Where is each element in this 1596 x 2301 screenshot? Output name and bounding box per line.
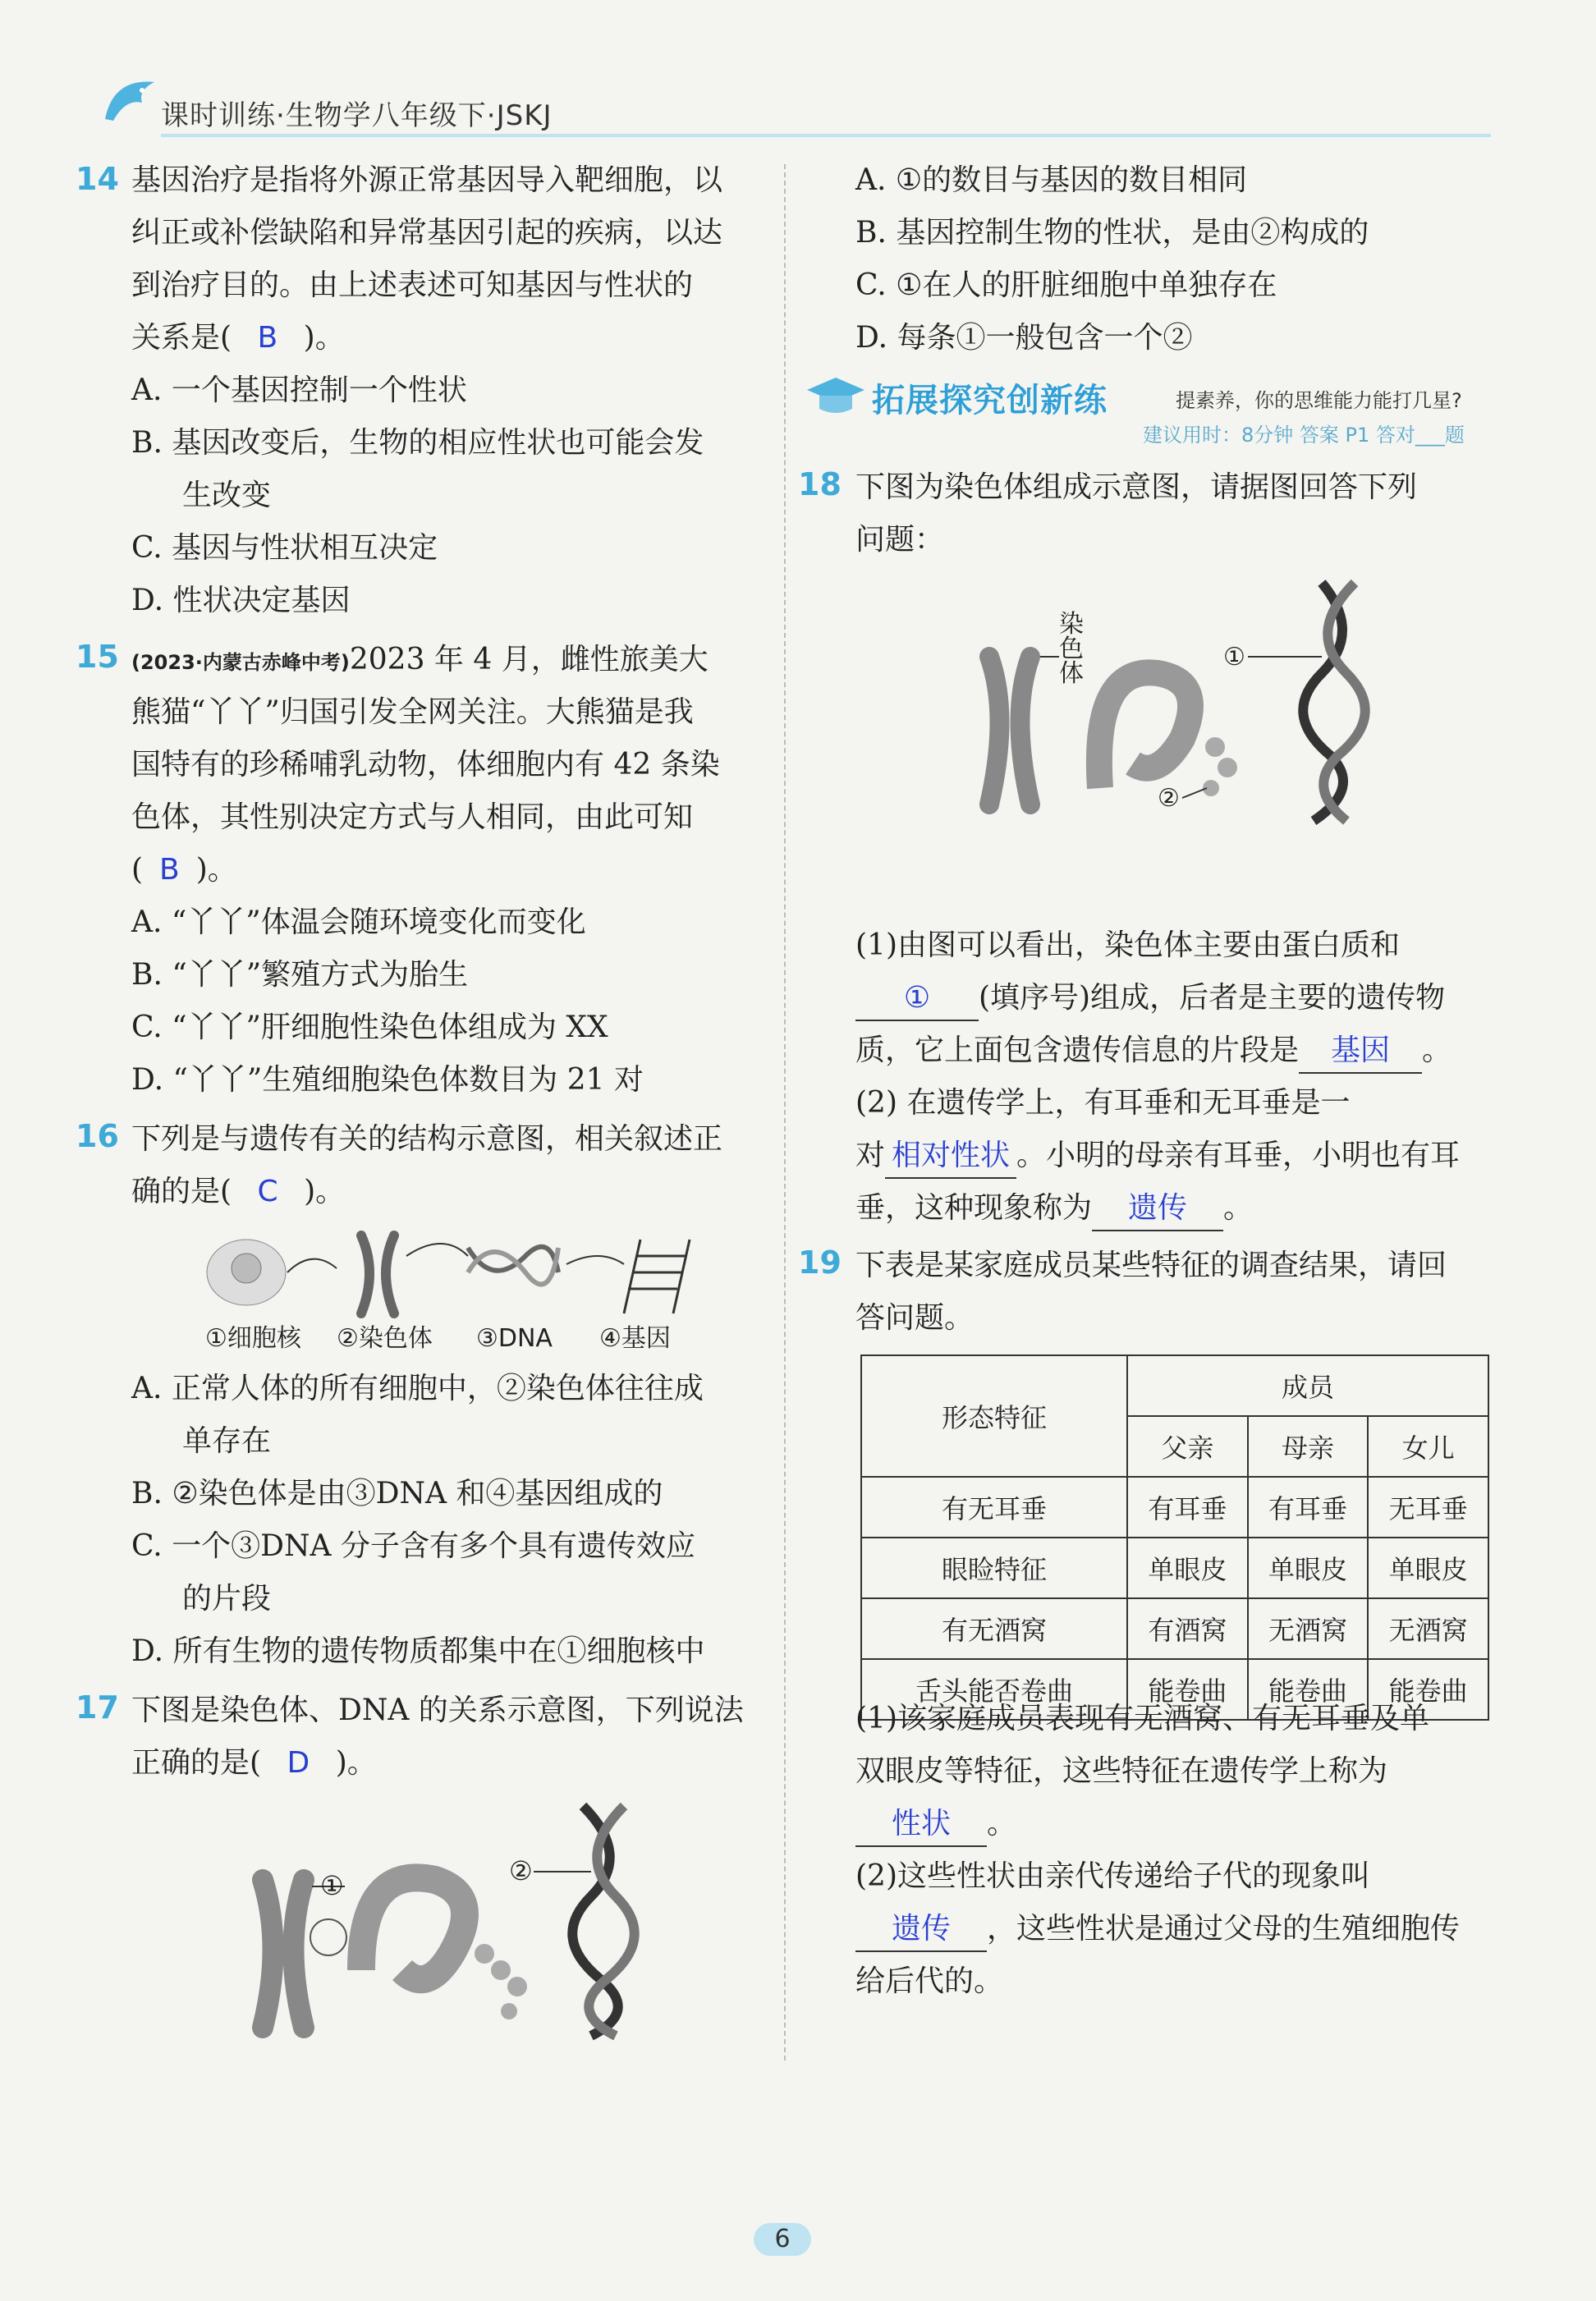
q14-stem-line-1: 基因治疗是指将外源正常基因导入靶细胞，以 (131, 163, 723, 197)
gene-illustration (624, 1240, 690, 1313)
col-mother: 母亲 (1248, 1416, 1369, 1477)
q15-answer-line: ( B )。 (131, 853, 237, 887)
q17-stem-text: 正确的是( (131, 1746, 262, 1780)
q18-figure (977, 575, 1371, 837)
table-cell: 眼睑特征 (861, 1538, 1127, 1598)
table-cell: 有耳垂 (1127, 1477, 1248, 1538)
q19-p2-text-b: ，这些性状是通过父母的生殖细胞传 (987, 1912, 1461, 1946)
q18-p1-text-b: (填序号)组成，后者是主要的遗传物 (979, 981, 1446, 1015)
section-subtitle: 提素养，你的思维能力能打几星? (1176, 389, 1462, 412)
q15-option-b: B. “丫丫”繁殖方式为胎生 (131, 958, 469, 992)
table-cell: 能卷曲 (1248, 1659, 1369, 1720)
section-title: 拓展探究创新练 (872, 382, 1108, 419)
dna-helix-illustration (572, 1806, 634, 2036)
q14-stem-end: )。 (303, 321, 345, 355)
q18-blank-3: 相对性状 (885, 1134, 1016, 1179)
table-corner-cell: 形态特征 (861, 1355, 1127, 1477)
table-row (861, 1477, 1488, 1538)
q18-p2-text-e: 。 (1223, 1191, 1254, 1225)
col-daughter: 女儿 (1368, 1416, 1488, 1477)
q18-p2-text-d: 垂，这种现象称为 (855, 1191, 1093, 1225)
q19-p1-line-3 (855, 1798, 1016, 1850)
q18-p2-line-3 (855, 1182, 1253, 1235)
dna-illustration (468, 1247, 558, 1285)
q16-option-c-cont: 的片段 (182, 1582, 272, 1616)
label-2: ② (1158, 784, 1180, 813)
q19-p1-line-1: (1)该家庭成员表现有无酒窝、有无耳垂及单 (855, 1702, 1429, 1735)
q19-stem-line-1: 下表是某家庭成员某些特征的调查结果，请回 (855, 1249, 1447, 1282)
q15-stem-line-1 (131, 634, 709, 689)
q14-option-b: B. 基因改变后，生物的相应性状也可能会发 (131, 426, 704, 460)
q19-p2-line-2 (855, 1903, 1460, 1955)
q14-stem-line-2: 纠正或补偿缺陷和异常基因引起的疾病，以达 (131, 216, 723, 250)
table-cell: 有无耳垂 (861, 1477, 1127, 1538)
q14-option-a: A. 一个基因控制一个性状 (131, 374, 467, 407)
arrow-3-icon (566, 1256, 624, 1264)
table-cell: 单眼皮 (1368, 1538, 1488, 1598)
q16-stem-line-1: 下列是与遗传有关的结构示意图，相关叙述正 (131, 1122, 723, 1156)
q18-blank-4: 遗传 (1092, 1187, 1223, 1231)
family-traits-table (860, 1354, 1489, 1721)
q14-answer: B (257, 321, 278, 355)
q16-stem-line-2 (131, 1166, 345, 1218)
q19-blank-1: 性状 (855, 1803, 987, 1847)
table-row (861, 1538, 1488, 1598)
q18-blank-2: 基因 (1299, 1029, 1422, 1074)
q17-option-b: B. 基因控制生物的性状，是由②构成的 (855, 216, 1369, 250)
section-header (798, 369, 1496, 447)
section-note: 建议用时：8分钟 答案 P1 答对___题 (1143, 424, 1465, 447)
label-ti: 体 (1059, 659, 1084, 688)
q14-option-d: D. 性状决定基因 (131, 584, 351, 617)
question-number-18: 18 (798, 466, 842, 502)
q17-answer: D (287, 1746, 310, 1780)
table-cell: 舌头能否卷曲 (861, 1659, 1127, 1720)
magnify-circle (310, 1919, 346, 1955)
q18-p1-text-c: 质，它上面包含遗传信息的片段是 (855, 1034, 1300, 1067)
q15-source: (2023·内蒙古赤峰中考) (131, 651, 350, 674)
q18-p2-line-2 (855, 1130, 1460, 1182)
q18-stem-line-1: 下图为染色体组成示意图，请据图回答下列 (855, 470, 1418, 504)
label-dna: ③DNA (476, 1324, 553, 1353)
table-header-row (861, 1355, 1488, 1416)
table-cell: 无酒窝 (1248, 1598, 1369, 1659)
q18-p1-text-d: 。 (1422, 1034, 1452, 1067)
q18-p2-line-1: (2) 在遗传学上，有耳垂和无耳垂是一 (855, 1086, 1351, 1120)
q18-p1-line-1: (1)由图可以看出，染色体主要由蛋白质和 (855, 928, 1400, 962)
label-se: 色 (1059, 635, 1084, 663)
q15-option-d: D. “丫丫”生殖细胞染色体数目为 21 对 (131, 1063, 644, 1097)
q16-answer: C (257, 1175, 278, 1208)
page-number: 6 (754, 2223, 811, 2256)
col-father: 父亲 (1127, 1416, 1248, 1477)
header-title: 课时训练·生物学八年级下·JSKJ (161, 99, 553, 132)
label-1: ① (1223, 643, 1245, 672)
coiled-chromatin-illustration (361, 1877, 527, 2019)
dolphin-logo-icon (97, 70, 163, 135)
q19-blank-2: 遗传 (855, 1908, 987, 1952)
q15-stem-end: )。 (195, 853, 237, 887)
table-cell: 无耳垂 (1368, 1477, 1488, 1538)
q16-stem-end: )。 (304, 1175, 346, 1208)
arrow-1-icon (287, 1259, 337, 1272)
label-line-2 (1182, 788, 1207, 798)
q19-p2-line-3: 给后代的。 (855, 1964, 1004, 1998)
table-cell: 能卷曲 (1368, 1659, 1488, 1720)
q16-stem-text: 确的是( (131, 1175, 232, 1208)
q18-p2-text-c: 。小明的母亲有耳垂，小明也有耳 (1016, 1139, 1461, 1172)
graduation-cap-icon (803, 369, 869, 419)
cell-nucleus-illustration (207, 1240, 286, 1305)
table-cell: 有无酒窝 (861, 1598, 1127, 1659)
q18-p1-line-2 (855, 972, 1445, 1024)
q16-option-b: B. ②染色体是由③DNA 和④基因组成的 (131, 1477, 663, 1510)
table-row (861, 1598, 1488, 1659)
q16-option-c: C. 一个③DNA 分子含有多个具有遗传效应 (131, 1529, 695, 1563)
q19-p2-line-1: (2)这些性状由亲代传递给子代的现象叫 (855, 1859, 1370, 1893)
label-ran: 染 (1059, 610, 1084, 639)
q19-p1-text-c: 。 (987, 1807, 1017, 1840)
page-header (97, 70, 1493, 144)
q15-answer: B (159, 853, 180, 887)
dna-helix-illustration (1303, 583, 1364, 821)
label-2: ② (509, 1855, 533, 1886)
label-nucleus: ①细胞核 (205, 1324, 301, 1353)
question-number-16: 16 (76, 1118, 119, 1154)
table-cell: 单眼皮 (1248, 1538, 1369, 1598)
q15-option-c: C. “丫丫”肝细胞性染色体组成为 XX (131, 1011, 608, 1044)
chromosome-illustration (263, 1880, 304, 2028)
q18-stem-line-2: 问题： (855, 523, 945, 557)
table-cell: 有耳垂 (1248, 1477, 1369, 1538)
q14-option-c: C. 基因与性状相互决定 (131, 531, 438, 565)
label-chromosome: ②染色体 (337, 1324, 433, 1353)
q17-option-a: A. ①的数目与基因的数目相同 (855, 163, 1248, 197)
q17-stem-line-2 (131, 1737, 377, 1790)
chromosome-illustration (361, 1235, 394, 1313)
header-rule (161, 134, 1491, 137)
q14-stem-line-3: 到治疗目的。由上述表述可知基因与性状的 (131, 268, 694, 302)
chromosome-illustration (989, 657, 1030, 804)
column-divider (784, 164, 786, 2060)
question-number-15: 15 (76, 639, 119, 675)
table-group-header: 成员 (1127, 1355, 1488, 1416)
label-gene: ④基因 (599, 1324, 671, 1353)
q16-option-d: D. 所有生物的遗传物质都集中在①细胞核中 (131, 1634, 705, 1668)
q15-stem-line-3: 国特有的珍稀哺乳动物，体细胞内有 42 条染 (131, 748, 720, 782)
question-number-14: 14 (76, 161, 119, 197)
table-cell: 单眼皮 (1127, 1538, 1248, 1598)
q16-figure (197, 1223, 722, 1363)
question-number-17: 17 (76, 1689, 119, 1726)
q17-stem-line-1: 下图是染色体、DNA 的关系示意图，下列说法 (131, 1694, 744, 1727)
q15-stem-line-4: 色体，其性别决定方式与人相同，由此可知 (131, 800, 694, 834)
q18-p2-text-b: 对 (855, 1139, 886, 1172)
q16-option-a: A. 正常人体的所有细胞中，②染色体往往成 (131, 1372, 704, 1405)
table-cell: 无酒窝 (1368, 1598, 1488, 1659)
q17-option-d: D. 每条①一般包含一个② (855, 321, 1193, 355)
q19-p1-line-2: 双眼皮等特征，这些特征在遗传学上称为 (855, 1754, 1388, 1788)
q15-stem-text: 2023 年 4 月，雌性旅美大 (349, 643, 709, 676)
q17-stem-end: )。 (335, 1746, 377, 1780)
q18-p1-line-3 (855, 1024, 1452, 1077)
q15-option-a: A. “丫丫”体温会随环境变化而变化 (131, 905, 586, 939)
q15-stem-line-2: 熊猫“丫丫”归国引发全网关注。大熊猫是我 (131, 695, 694, 729)
table-cell: 能卷曲 (1127, 1659, 1248, 1720)
question-number-19: 19 (798, 1244, 842, 1281)
coiled-chromatin-illustration (1099, 672, 1237, 796)
q16-option-a-cont: 单存在 (182, 1424, 272, 1458)
q19-stem-line-2: 答问题。 (855, 1301, 975, 1335)
q17-option-c: C. ①在人的肝脏细胞中单独存在 (855, 268, 1277, 302)
q14-stem-text: 关系是( (131, 321, 232, 355)
q17-figure (238, 1790, 681, 2044)
arrow-2-icon (406, 1244, 468, 1256)
q14-option-b-cont: 生改变 (182, 479, 272, 512)
q18-blank-1: ① (855, 977, 979, 1021)
q14-stem-line-4 (131, 312, 345, 364)
table-cell: 有酒窝 (1127, 1598, 1248, 1659)
label-1: ① (320, 1870, 344, 1901)
